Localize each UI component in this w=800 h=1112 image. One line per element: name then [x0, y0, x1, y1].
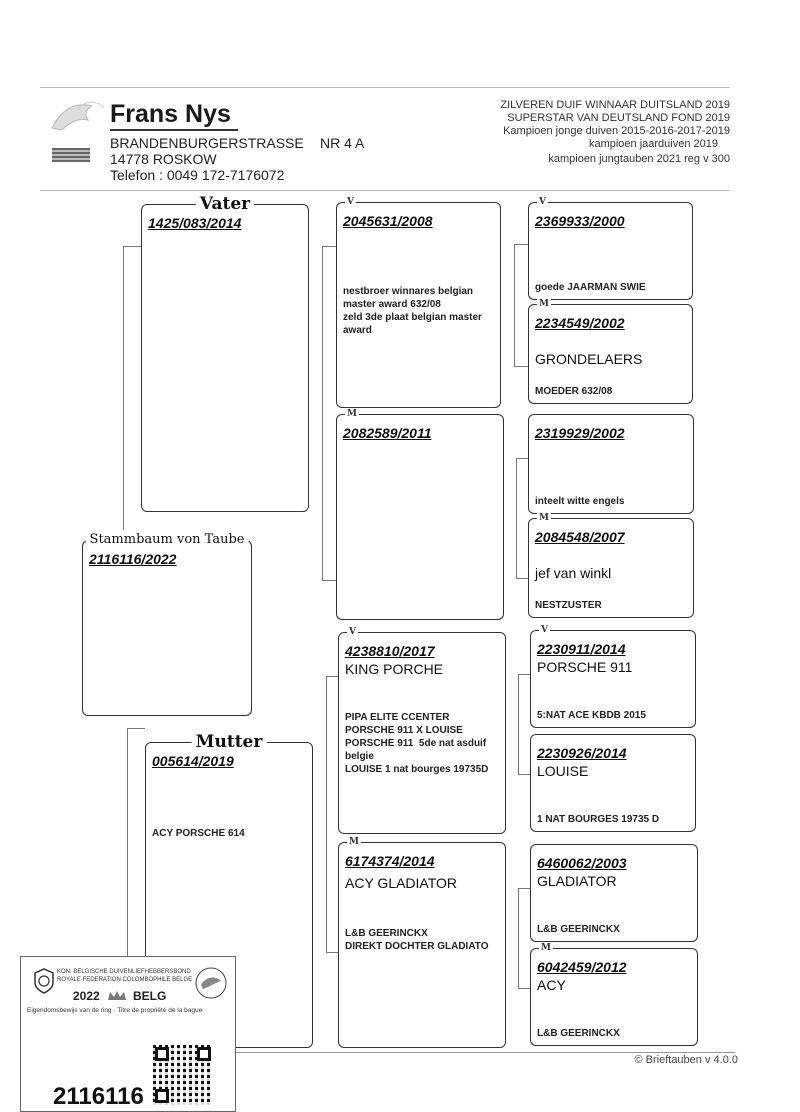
- connector-line: [516, 578, 528, 579]
- ring-number: 6460062/2003: [537, 855, 627, 871]
- grandparent-box[interactable]: [336, 409, 504, 620]
- ring-number: 6174374/2014: [345, 853, 435, 869]
- great-grandparent-box[interactable]: [528, 197, 693, 300]
- header-title-1: ZILVEREN DUIF WINNAAR DUITSLAND 2019: [500, 99, 730, 111]
- kbdb-emblem-icon: [33, 967, 55, 995]
- connector-line: [127, 728, 145, 729]
- grandparent-box[interactable]: [338, 837, 506, 1048]
- great-grandparent-box[interactable]: [528, 414, 694, 514]
- breeder-name-underline: [110, 129, 238, 131]
- connector-line: [322, 246, 323, 580]
- connector-line: [516, 458, 517, 578]
- connector-line: [326, 676, 338, 677]
- connector-line: [322, 246, 336, 247]
- grandparent-box[interactable]: [336, 197, 501, 408]
- breeder-phone: Telefon : 0049 172-7176072: [110, 167, 285, 183]
- great-grandparent-box[interactable]: [530, 943, 698, 1046]
- header-title-4: kampioen jaarduiven 2019: [588, 138, 718, 150]
- sex-marker: M: [541, 943, 551, 953]
- box-footer-note: L&B GEERINCKX: [537, 1028, 620, 1039]
- header-title-3: Kampioen jonge duiven 2015-2016-2017-2019: [503, 125, 730, 137]
- father-box[interactable]: [141, 194, 309, 512]
- ring-number: 2234549/2002: [535, 315, 625, 331]
- sex-marker: V: [541, 625, 548, 635]
- card-title: Eigendomsbewijs van de ring · Titre de propriété de la bague: [27, 1007, 203, 1014]
- card-country: BELG: [133, 989, 167, 1003]
- breeder-house-number: NR 4 A: [320, 135, 365, 151]
- ring-number: 2045631/2008: [343, 213, 433, 229]
- ring-number: 2369933/2000: [535, 213, 625, 229]
- connector-line: [514, 244, 528, 245]
- great-grandparent-box[interactable]: [528, 299, 693, 404]
- software-credit: © Brieftauben v 4.0.0: [634, 1054, 738, 1066]
- pigeon-name: PORSCHE 911: [537, 659, 633, 675]
- pedigree-pigeon-box[interactable]: [82, 532, 252, 716]
- ring-number: 2084548/2007: [535, 529, 625, 545]
- ring-certificate-card: [20, 956, 236, 1112]
- ring-number: 2230926/2014: [537, 745, 627, 761]
- mother-ring-number: 005614/2019: [152, 753, 234, 769]
- ring-number: 4238810/2017: [345, 643, 435, 659]
- footer-rule: [230, 1052, 735, 1053]
- pedigree-note: L&B GEERINCKX DIREKT DOCHTER GLADIATO: [345, 928, 489, 952]
- card-ring-number: 2116116: [53, 1083, 144, 1110]
- box-footer-note: inteelt witte engels: [535, 496, 625, 507]
- connector-line: [326, 952, 338, 953]
- great-grandparent-box[interactable]: [530, 625, 696, 728]
- great-grandparent-box[interactable]: [530, 844, 698, 942]
- mother-note: ACY PORSCHE 614: [152, 828, 245, 839]
- great-grandparent-box[interactable]: [530, 734, 696, 832]
- sex-marker: M: [349, 837, 359, 847]
- pigeon-name: jef van winkl: [535, 565, 612, 581]
- header-top-rule: [40, 87, 730, 88]
- box-footer-note: goede JAARMAN SWIE: [535, 282, 646, 293]
- sex-marker: V: [347, 197, 354, 207]
- connector-line: [518, 888, 519, 988]
- sex-marker: V: [539, 197, 546, 207]
- sex-marker: M: [539, 513, 549, 523]
- box-footer-note: L&B GEERINCKX: [537, 924, 620, 935]
- connector-line: [123, 246, 124, 536]
- connector-line: [326, 676, 327, 952]
- grandparent-box[interactable]: [338, 627, 506, 834]
- ring-number: 2082589/2011: [343, 425, 432, 441]
- logo-dove-icon: [48, 98, 106, 140]
- pigeon-logo-icon: [193, 965, 229, 1001]
- breeder-street: BRANDENBURGERSTRASSE: [110, 135, 304, 151]
- qr-code: [153, 1045, 213, 1105]
- sex-marker: M: [347, 409, 357, 419]
- pigeon-name: KING PORCHE: [345, 661, 444, 677]
- box-footer-note: 1 NAT BOURGES 19735 D: [537, 814, 660, 825]
- connector-line: [518, 674, 530, 675]
- connector-line: [518, 674, 519, 774]
- card-org-line-2: ROYALE FEDERATION COLOMBOPHILE BELGE: [57, 977, 193, 983]
- ring-number: 6042459/2012: [537, 959, 627, 975]
- sex-marker: M: [539, 299, 549, 309]
- header-bottom-rule: [40, 190, 730, 191]
- pigeon-name: LOUISE: [537, 763, 589, 779]
- mother-caption: Mutter: [192, 732, 267, 752]
- box-footer-note: MOEDER 632/08: [535, 386, 613, 397]
- pigeon-ring-number: 2116116/2022: [89, 551, 177, 567]
- pigeon-name: GLADIATOR: [537, 873, 617, 889]
- connector-line: [127, 728, 128, 968]
- pigeon-name: ACY: [537, 977, 566, 993]
- connector-line: [518, 988, 530, 989]
- breeder-city: 14778 ROSKOW: [110, 151, 217, 167]
- ring-number: 2230911/2014: [537, 641, 626, 657]
- connector-line: [514, 366, 528, 367]
- pedigree-note: nestbroer winnares belgian master award 632/08 zeld 3de plaat belgian master award: [343, 286, 482, 336]
- card-org-line-1: KON. BELGISCHE DUIVENLIEFHEBBERSBOND: [57, 969, 191, 975]
- pigeon-name: GRONDELAERS: [535, 351, 643, 367]
- pigeon-name: ACY GLADIATOR: [345, 875, 458, 891]
- father-ring-number: 1425/083/2014: [148, 215, 242, 231]
- pigeon-caption: Stammbaum von Taube: [86, 530, 249, 550]
- box-footer-note: 5:NAT ACE KBDB 2015: [537, 710, 646, 721]
- connector-line: [322, 580, 336, 581]
- connector-line: [518, 888, 530, 889]
- header-title-2: SUPERSTAR VAN DEUTSLAND FOND 2019: [507, 112, 730, 124]
- logo-stripe-icon: [52, 148, 90, 162]
- connector-line: [516, 458, 528, 459]
- card-year: 2022: [73, 989, 100, 1003]
- crown-icon: [107, 989, 127, 1001]
- ring-number: 2319929/2002: [535, 425, 625, 441]
- pedigree-note: PIPA ELITE CCENTER PORSCHE 911 X LOUISE PORSCHE 911 5de nat asduif belgie LOUISE 1 nat bourges 19735D: [345, 712, 489, 775]
- connector-line: [514, 244, 515, 366]
- father-caption: Vater: [196, 194, 254, 214]
- connector-line: [518, 774, 530, 775]
- connector-line: [123, 246, 141, 247]
- header-title-5: kampioen jungtauben 2021 reg v 300: [548, 153, 730, 165]
- breeder-name: Frans Nys: [110, 100, 231, 128]
- great-grandparent-box[interactable]: [528, 513, 694, 618]
- box-footer-note: NESTZUSTER: [535, 600, 602, 611]
- sex-marker: V: [349, 627, 356, 637]
